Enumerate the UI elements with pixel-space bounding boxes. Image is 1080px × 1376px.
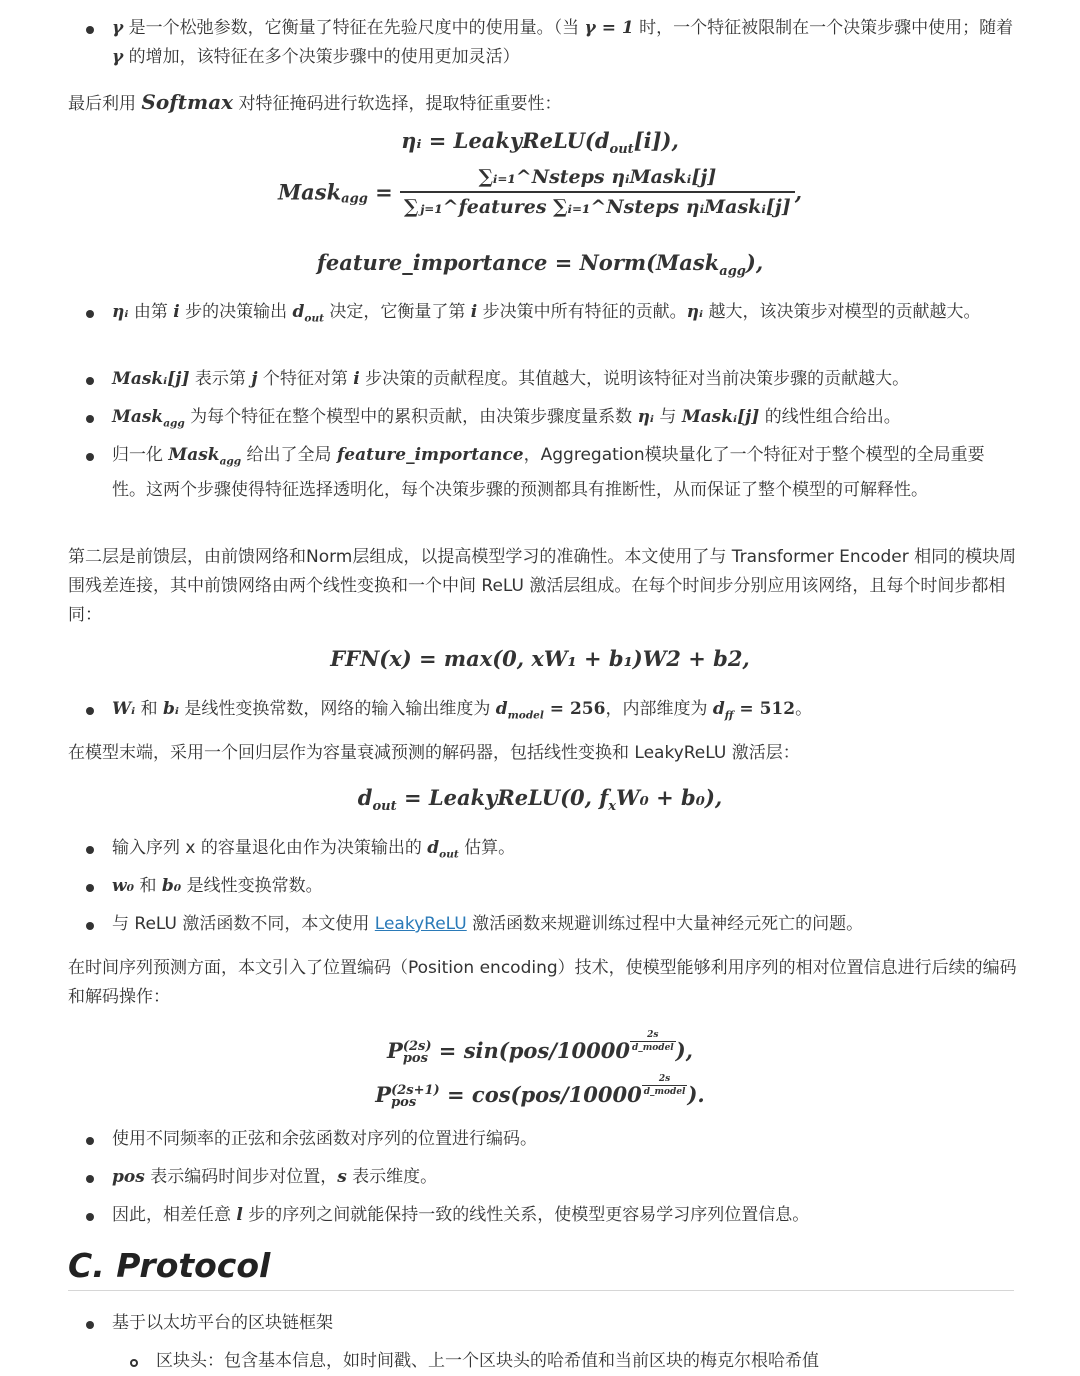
math: W₀ + b₀),: [616, 785, 723, 810]
math-sub: agg: [219, 455, 242, 468]
math: = sin(pos/10000: [431, 1038, 630, 1063]
fraction-numerator: ∑ᵢ₌₁^Nsteps ηᵢMaskᵢ[j]: [478, 166, 717, 188]
text: 输入序列 x 的容量退化由作为决策输出的: [112, 838, 428, 858]
sub-bullet-block-header: 区块头：包含基本信息，如时间戳、上一个区块头的哈希值和当前区块的梅克尔根哈希值: [156, 1351, 819, 1371]
paragraph-softmax: [68, 88, 1018, 119]
math: = cos(pos/10000: [439, 1082, 642, 1107]
fraction: [400, 166, 795, 218]
text: 步决策中所有特征的贡献。: [477, 302, 687, 322]
math: = LeakyReLU(0, f: [396, 785, 609, 810]
math: P: [387, 1038, 403, 1063]
bullet-dot: [86, 1213, 94, 1221]
bullet-mask-agg: [112, 403, 1017, 438]
leakyrelu-link[interactable]: LeakyReLU: [374, 914, 467, 934]
math-sub: pos: [402, 1050, 428, 1066]
math: bᵢ: [162, 699, 179, 719]
text: 的增加，该特征在多个决策步骤中的使用更加灵活）: [123, 47, 520, 67]
math: ηᵢ = LeakyReLU(d: [401, 128, 610, 153]
math-softmax: Softmax: [141, 90, 234, 114]
text: 表示编码时间步对位置，: [144, 1167, 338, 1187]
math: Mask: [168, 445, 220, 465]
heading-divider: [68, 1290, 1014, 1291]
bullet-mask-i: [112, 365, 1017, 394]
bullet-dot: [86, 1175, 94, 1183]
math: = 256: [543, 699, 606, 719]
text: 表示维度。: [346, 1167, 438, 1187]
math: ).: [687, 1082, 705, 1107]
text: 估算。: [458, 838, 516, 858]
equation-pe-sin: [0, 1030, 1080, 1065]
text: 步的序列之间就能保持一致的线性关系，使模型更容易学习序列位置信息。: [242, 1205, 810, 1225]
text: 与 ReLU 激活函数不同，本文使用: [112, 914, 375, 934]
math-gamma-eq: γ = 1: [584, 18, 634, 38]
text: 激活函数来规避训练过程中大量神经元死亡的问题。: [466, 914, 864, 934]
text: 表示第: [189, 369, 252, 389]
bullet-input-seq: [112, 834, 1017, 869]
text: 时，一个特征被限制在一个决策步骤中使用；随着: [633, 18, 1014, 38]
text: 是线性变换常数。: [181, 876, 323, 896]
math-sub: agg: [163, 417, 185, 430]
bullet-eta: [112, 298, 1017, 333]
math: [i]),: [633, 128, 679, 153]
math-sub: agg: [719, 264, 746, 280]
math: feature_importance: [336, 445, 524, 465]
math: i: [353, 369, 360, 389]
math-sub: x: [608, 799, 617, 815]
bullet-pos: [112, 1163, 1017, 1192]
math: d: [292, 302, 305, 322]
exp-numerator: 2s: [647, 1030, 659, 1040]
text: 对特征掩码进行软选择，提取特征重要性：: [233, 94, 562, 114]
math: ηᵢ: [686, 302, 704, 322]
math: Wᵢ: [112, 699, 136, 719]
bullet-blockchain: 基于以太坊平台的区块链框架: [112, 1313, 333, 1333]
math: i: [470, 302, 478, 322]
math: l: [236, 1205, 243, 1225]
math-gamma: γ: [112, 47, 124, 67]
text: 。: [795, 699, 813, 719]
paragraph-position-encoding: 在时间序列预测方面，本文引入了位置编码（Position encoding）技术，使模型能够利用序列的相对位置信息进行后续的编码和解码操作：: [68, 958, 1017, 1007]
paragraph-feedforward: 第二层是前馈层，由前馈网络和Norm层组成，以提高模型学习的准确性。本文使用了与 Transformer Encoder 相同的模块周围残差连接，其中前馈网络由两个线性变换和一个中间 ReLU 激活层组成。在每个时间步分别应用该网络，且每个时间步都相同：: [68, 547, 1017, 625]
sub-bullet-ring: [130, 1359, 138, 1367]
text: 归一化: [112, 445, 169, 465]
gamma-bullet: [112, 14, 1017, 72]
text: 越大，该决策步对模型的贡献越大。: [703, 302, 981, 322]
equation-eta: [0, 128, 1080, 157]
text: 的线性组合给出。: [759, 407, 901, 427]
math: ),: [745, 250, 764, 275]
math: d: [357, 785, 373, 810]
math: ),: [675, 1038, 693, 1063]
math: ,: [794, 179, 803, 205]
bullet-dot: [86, 922, 94, 930]
bullet-dot: [86, 846, 94, 854]
equation-mask-agg: [0, 166, 1080, 218]
math-sub: agg: [341, 191, 368, 207]
text: 个特征对第: [257, 369, 354, 389]
math: i: [173, 302, 180, 322]
bullet-leakyrelu: [112, 910, 1017, 939]
text: ，Aggregation模块量化了一个特征对于整个模型的全局重要性。这两个步骤使得特征选择透明化，每个决策步骤的预测都具有推断性，从而保证了整个模型的可解释性。: [112, 445, 985, 501]
math: ηᵢ: [637, 407, 654, 427]
math: Mask: [112, 407, 164, 427]
equation-ffn: FFN(x) = max(0, xW₁ + b₁)W2 + b2,: [330, 646, 750, 671]
math: b₀: [161, 876, 182, 896]
math: d: [712, 699, 725, 719]
bullet-dot: [86, 26, 94, 34]
bullet-w-b: [112, 695, 1017, 730]
math-sup: (2s+1): [391, 1082, 440, 1098]
text: 与: [654, 407, 682, 427]
math: = 512: [733, 699, 796, 719]
section-heading: C. Protocol: [68, 1246, 271, 1285]
text: 给出了全局: [241, 445, 337, 465]
text: 决定，它衡量了第: [323, 302, 471, 322]
exp-denominator: d_model: [631, 1043, 674, 1053]
text: 为每个特征在整个模型中的累积贡献，由决策步骤度量系数: [184, 407, 638, 427]
text: 最后利用: [68, 94, 142, 114]
bullet-w0-b0: [112, 872, 1017, 901]
bullet-dot: [86, 1137, 94, 1145]
exp-denominator: d_model: [643, 1087, 686, 1097]
math: Maskᵢ[j]: [681, 407, 760, 427]
math-sub: out: [372, 799, 397, 815]
math: =: [367, 179, 401, 205]
math-sup: (2s): [402, 1038, 432, 1054]
equation-dout: [0, 785, 1080, 814]
math: d: [427, 838, 440, 858]
math: Mask: [277, 179, 342, 205]
equation-feature-importance: [0, 250, 1080, 279]
text: 和: [134, 876, 162, 896]
math: s: [337, 1167, 347, 1187]
text: 由第: [128, 302, 174, 322]
bullet-dot: [86, 884, 94, 892]
text: 是线性变换常数，网络的输入输出维度为: [178, 699, 496, 719]
text: ，内部维度为: [605, 699, 713, 719]
math-sub: pos: [391, 1094, 417, 1110]
math-sub: model: [507, 709, 544, 722]
math-gamma: γ: [112, 18, 124, 38]
math: pos: [112, 1167, 145, 1187]
math-sub: out: [609, 142, 634, 158]
fraction-denominator: ∑ⱼ₌₁^features ∑ᵢ₌₁^Nsteps ηᵢMaskᵢ[j]: [400, 191, 795, 218]
math: Maskᵢ[j]: [112, 369, 190, 389]
text: 和: [135, 699, 163, 719]
text: 因此，相差任意: [112, 1205, 237, 1225]
exp-numerator: 2s: [658, 1074, 671, 1084]
bullet-dot: [86, 1321, 94, 1329]
bullet-sin-cos: 使用不同频率的正弦和余弦函数对序列的位置进行编码。: [112, 1129, 537, 1149]
math: j: [251, 369, 258, 389]
bullet-dot: [86, 377, 94, 385]
bullet-dot: [86, 453, 94, 461]
text: 是一个松弛参数，它衡量了特征在先验尺度中的使用量。（当: [123, 18, 585, 38]
math: d: [495, 699, 508, 719]
bullet-dot: [86, 310, 94, 318]
text: 步决策的贡献程度。其值越大，说明该特征对当前决策步骤的贡献越大。: [359, 369, 910, 389]
math: feature_importance = Norm(Mask: [316, 250, 720, 275]
bullet-linear-relation: [112, 1201, 1017, 1230]
math-sub: ff: [724, 709, 734, 722]
math: P: [375, 1082, 392, 1107]
bullet-dot: [86, 415, 94, 423]
paragraph-regression: 在模型末端，采用一个回归层作为容量衰减预测的解码器，包括线性变换和 LeakyReLU 激活层：: [68, 743, 800, 763]
math-sub: out: [439, 848, 459, 861]
math: w₀: [112, 876, 135, 896]
equation-pe-cos: [0, 1074, 1080, 1109]
bullet-dot: [86, 707, 94, 715]
math: ηᵢ: [112, 302, 129, 322]
math-sub: out: [304, 312, 324, 325]
bullet-normalize: [112, 441, 1017, 505]
text: 步的决策输出: [179, 302, 293, 322]
